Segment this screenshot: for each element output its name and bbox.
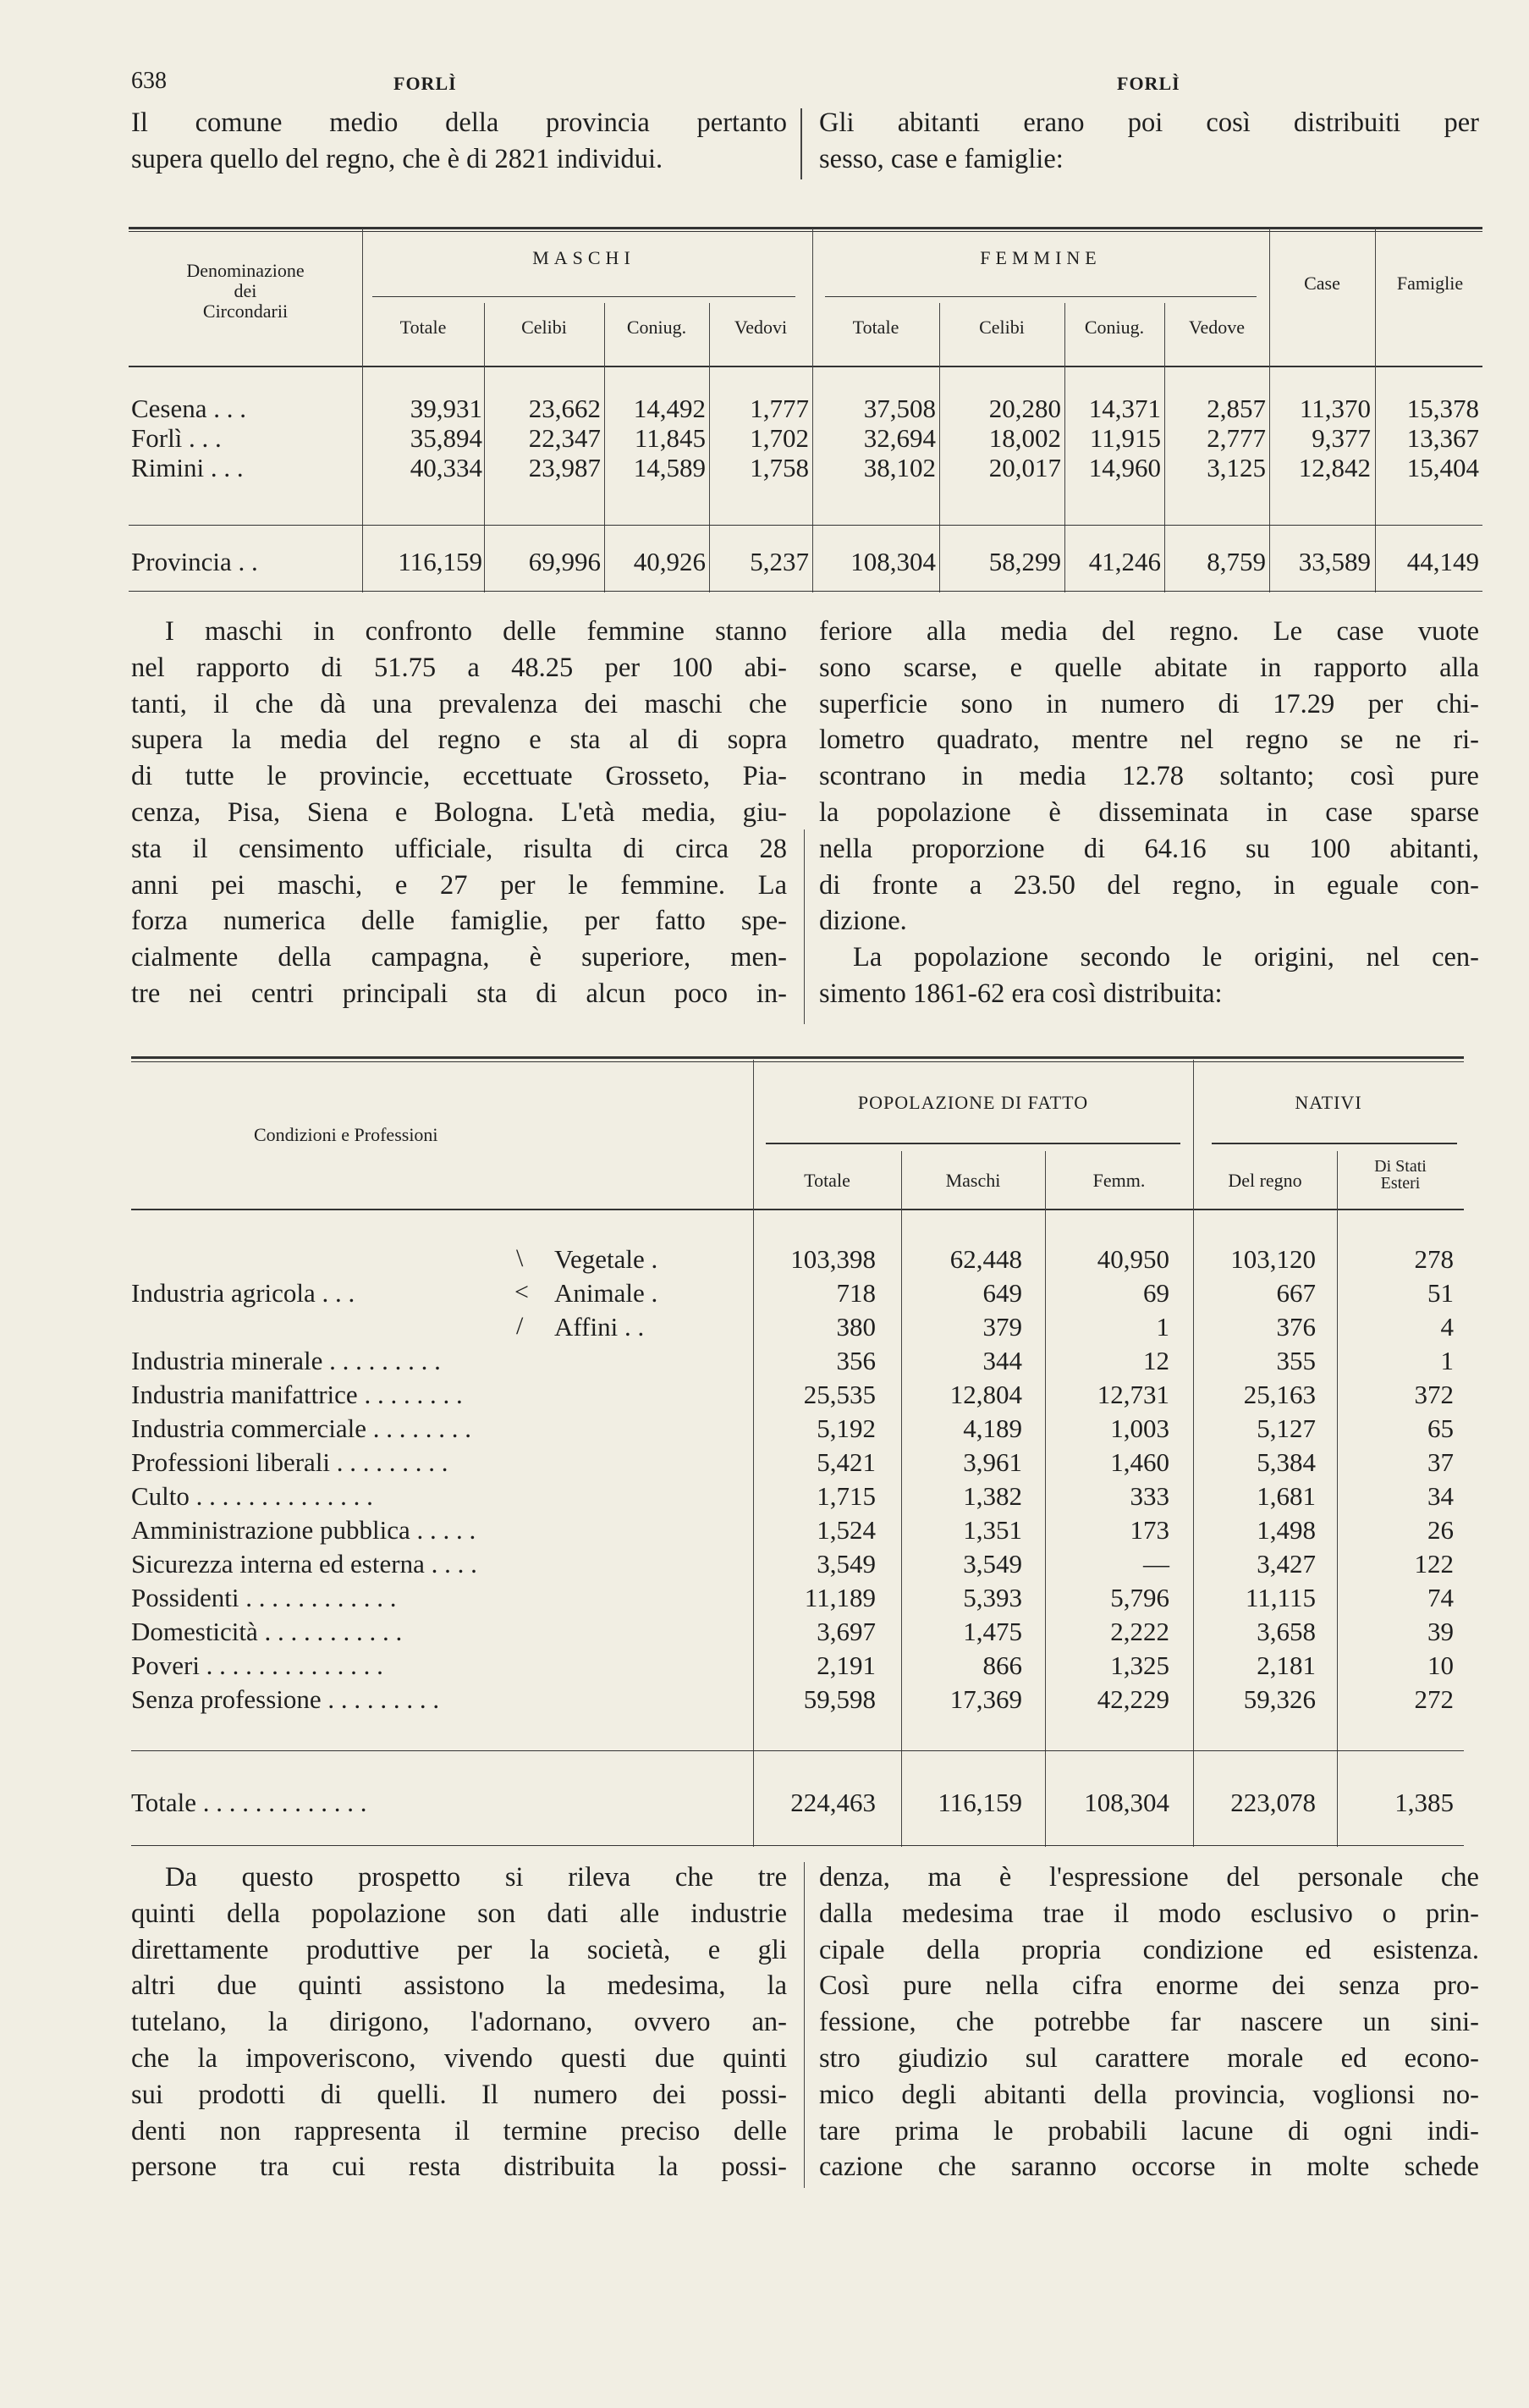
text-line: cipale della propria condizione ed esistenza. [819,1934,1479,1965]
subheader: Del regno [1228,1170,1302,1191]
text-line: tre nei centri principali sta di alcun poco in- [131,978,787,1009]
total-row-label: Provincia . . [131,547,258,576]
subheader: Celibi [979,317,1025,338]
table-cell: 4 [1440,1312,1454,1342]
table-cell: 649 [982,1278,1022,1308]
column-header-famiglie: Famiglie [1396,273,1464,294]
row-label: Professioni liberali . . . . . . . . . [131,1447,448,1477]
text-line: nella proporzione di 64.16 su 100 abitanti, [819,833,1479,864]
table-cell: 5,796 [1110,1583,1169,1612]
table-cell: 14,371 [1088,394,1161,423]
table-cell: 12,731 [1097,1380,1169,1409]
row-label: Industria manifattrice . . . . . . . . [131,1380,463,1409]
table-cell: 39 [1427,1617,1454,1646]
column-rule [901,1151,902,1847]
row-label-industria-agricola: Industria agricola . . . [131,1278,355,1308]
table-cell: 3,427 [1257,1549,1316,1579]
table-cell: 65 [1427,1413,1454,1443]
body-left-column [131,614,787,1012]
table-cell: 25,163 [1243,1380,1316,1409]
table-rule [131,1750,1464,1751]
table-cell: 12,804 [949,1380,1022,1409]
table-cell: 380 [836,1312,876,1342]
group-header-femmine: FEMMINE [980,247,1102,268]
total-cell: 69,996 [528,547,601,576]
table-cell: 1,460 [1110,1447,1169,1477]
text-line: simento 1861-62 era così distribuita: [819,978,1223,1009]
column-rule [1375,229,1376,592]
table-cell: 37,508 [863,394,936,423]
table-cell: 14,960 [1088,453,1161,482]
table-cell: 26 [1427,1515,1454,1545]
body-right-column [819,614,1479,1012]
table-cell: 5,393 [963,1583,1022,1612]
brace-mid: < [514,1278,529,1306]
table-cell: 23,987 [528,453,601,482]
table-cell: 173 [1130,1515,1169,1545]
table-cell: 1 [1156,1312,1169,1342]
table-cell: 40,334 [410,453,482,482]
table-cell: 39,931 [410,394,482,423]
row-label: Domesticità . . . . . . . . . . . [131,1617,403,1646]
column-rule [939,303,940,592]
table-cell: 14,589 [633,453,706,482]
intro-right-column [819,105,1479,178]
brace-bottom: / [516,1312,524,1340]
column-rule [1193,1060,1194,1847]
text-line: Gli abitanti erano poi così distribuiti per [819,107,1479,138]
row-label: Rimini . . . [131,453,244,482]
table-cell: 5,384 [1257,1447,1316,1477]
table-cell: 355 [1276,1346,1316,1375]
brace-top: \ [516,1244,524,1272]
total-row-label: Totale . . . . . . . . . . . . . [131,1788,367,1817]
text-line: tanti, il che dà una prevalenza dei maschi che [131,688,787,719]
table-cell: 5,421 [817,1447,876,1477]
group-rule [766,1143,1180,1144]
table-cell: 2,181 [1257,1650,1316,1680]
subheader: Coniug. [626,317,687,338]
column-rule [1337,1151,1338,1847]
text-line: tutelano, la dirigono, l'adornano, ovvero an- [131,2007,787,2038]
running-title-right: FORLÌ [1117,73,1180,94]
intro-left-column [131,105,787,178]
text-line: forza numerica delle famiglie, per fatto spe- [131,906,787,937]
group-rule [825,296,1257,297]
group-rule [1212,1143,1457,1144]
text-line: I maschi in confronto delle femmine stanno [165,616,787,647]
text-line: stro giudizio sul carattere morale ed econo- [819,2042,1479,2074]
subheader-stati-esteri: Di Stati Esteri [1374,1157,1427,1193]
table-cell: 38,102 [863,453,936,482]
table-cell: 1,777 [750,394,809,423]
table-cell: 1,475 [963,1617,1022,1646]
text-line: cenza, Pisa, Siena e Bologna. L'età media, giu- [131,796,787,828]
table-cell: 59,326 [1243,1684,1316,1714]
table-cell: 40,950 [1097,1244,1169,1274]
text-line: sono scarse, e quelle abitate in rapporto alla [819,652,1479,683]
row-label: Possidenti . . . . . . . . . . . . [131,1583,397,1612]
table-cell: 1 [1440,1346,1454,1375]
total-cell: 33,589 [1298,547,1371,576]
text-line: direttamente produttive per la società, e gli [131,1934,787,1965]
table-cell: 103,120 [1230,1244,1316,1274]
row-label: Poveri . . . . . . . . . . . . . . [131,1650,383,1680]
body-left-column-2 [131,1860,787,2185]
subheader: Maschi [945,1170,1001,1191]
column-rule [800,108,802,179]
table-cell: 372 [1414,1380,1454,1409]
column-rule [1045,1151,1046,1847]
subheader: Vedovi [734,317,788,338]
column-rule [804,829,805,1024]
text-line: denza, ma è l'espressione del personale che [819,1862,1479,1893]
row-label-affini: Affini . . [554,1312,645,1342]
table-cell: 103,398 [790,1244,876,1274]
table-cell: 2,222 [1110,1617,1169,1646]
table-cell: 5,192 [817,1413,876,1443]
column-rule [753,1060,754,1847]
text-line: La popolazione secondo le origini, nel cen- [853,942,1479,973]
subheader: Celibi [521,317,567,338]
table-cell: — [1143,1549,1169,1579]
column-rule [1064,303,1065,592]
row-label: Industria commerciale . . . . . . . . [131,1413,472,1443]
table-cell: 35,894 [410,423,482,453]
text-line: cazione che saranno occorse in molte schede [819,2152,1479,2183]
table-cell: 3,658 [1257,1617,1316,1646]
table-cell: 59,598 [803,1684,876,1714]
table-cell: 2,857 [1207,394,1266,423]
table-cell: 25,535 [803,1380,876,1409]
table-rule [129,591,1482,592]
total-cell: 116,159 [938,1788,1022,1817]
table-cell: 32,694 [863,423,936,453]
table-cell: 18,002 [988,423,1061,453]
row-label: Culto . . . . . . . . . . . . . . [131,1481,373,1511]
total-cell: 108,304 [850,547,936,576]
table-cell: 2,777 [1207,423,1266,453]
subheader: Totale [852,317,899,338]
subheader: Vedove [1189,317,1245,338]
row-label: Cesena . . . [131,394,247,423]
row-label: Sicurezza interna ed esterna . . . . [131,1549,477,1579]
table-rule [131,1845,1464,1846]
column-header-case: Case [1304,273,1340,294]
text-line: Così pure nella cifra enorme dei senza pro- [819,1970,1479,2002]
table-cell: 3,961 [963,1447,1022,1477]
table-cell: 866 [982,1650,1022,1680]
text-line: persone tra cui resta distribuita la possi- [131,2152,787,2183]
table-cell: 22,347 [528,423,601,453]
page-number: 638 [131,68,167,94]
table-cell: 3,549 [817,1549,876,1579]
text-line: sui prodotti di quelli. Il numero dei possi- [131,2079,787,2110]
table-cell: 13,367 [1406,423,1479,453]
table-cell: 34 [1427,1481,1454,1511]
text-line: la popolazione è disseminata in case sparse [819,796,1479,828]
text-line: cialmente della campagna, è superiore, men- [131,942,787,973]
table-cell: 42,229 [1097,1684,1169,1714]
table-cell: 11,845 [634,423,706,453]
total-cell: 1,385 [1394,1788,1454,1817]
column-header-condizioni: Condizioni e Professioni [254,1124,438,1145]
text-line: Il comune medio della provincia pertanto [131,107,787,138]
total-cell: 40,926 [633,547,706,576]
row-label: Forlì . . . [131,423,222,453]
text-line: altri due quinti assistono la medesima, la [131,1970,787,2002]
total-cell: 5,237 [750,547,809,576]
table-rule [129,231,1482,232]
total-cell: 108,304 [1084,1788,1169,1817]
total-cell: 223,078 [1230,1788,1316,1817]
group-rule [372,296,795,297]
text-line: di tutte le provincie, eccettuate Grosseto, Pia- [131,761,787,792]
column-rule [709,303,710,592]
table-cell: 74 [1427,1583,1454,1612]
text-line: di fronte a 23.50 del regno, in eguale con- [819,869,1479,901]
table-cell: 12,842 [1298,453,1371,482]
table-cell: 379 [982,1312,1022,1342]
table-cell: 15,404 [1406,453,1479,482]
table-cell: 1,524 [817,1515,876,1545]
total-cell: 8,759 [1207,547,1266,576]
table-cell: 15,378 [1406,394,1479,423]
text-line: dizione. [819,906,907,937]
text-line: feriore alla media del regno. Le case vuote [819,616,1479,647]
table-cell: 17,369 [949,1684,1022,1714]
column-rule [812,229,813,592]
table-cell: 376 [1276,1312,1316,1342]
subheader: Totale [804,1170,850,1191]
text-line: mico degli abitanti della provincia, voglionsi no- [819,2079,1479,2110]
table-cell: 9,377 [1312,423,1371,453]
group-header-popolazione: POPOLAZIONE DI FATTO [857,1092,1089,1113]
text-line: quinti della popolazione son dati alle industrie [131,1898,787,1929]
table-cell: 1,758 [750,453,809,482]
table-rule [129,366,1482,367]
row-label-vegetale: Vegetale . [554,1244,658,1274]
subheader: Femm. [1092,1170,1146,1191]
total-cell: 44,149 [1406,547,1479,576]
table-cell: 11,189 [804,1583,876,1612]
table-cell: 333 [1130,1481,1169,1511]
table-cell: 1,382 [963,1481,1022,1511]
text-line: denti non rappresenta il termine preciso delle [131,2115,787,2146]
table-rule [129,227,1482,229]
total-cell: 116,159 [398,547,482,576]
table-cell: 3,125 [1207,453,1266,482]
column-rule [604,303,605,592]
table-rule [131,1209,1464,1210]
text-line: tare prima le probabili lacune di ogni indi- [819,2115,1479,2146]
row-label-animale: Animale . [554,1278,658,1308]
table-cell: 12 [1143,1346,1169,1375]
table-cell: 1,702 [750,423,809,453]
table-cell: 1,351 [963,1515,1022,1545]
text-line: anni pei maschi, e 27 per le femmine. La [131,869,787,901]
group-header-nativi: NATIVI [1295,1092,1362,1113]
table-rule [131,1061,1464,1062]
text-line: superficie sono in numero di 17.29 per chi- [819,688,1479,719]
text-line: Da questo prospetto si rileva che tre [165,1862,787,1893]
table-rule [131,1056,1464,1059]
column-rule [1164,303,1165,592]
column-header-denominazione: Denominazione dei Circondarii [186,260,305,322]
table-cell: 667 [1276,1278,1316,1308]
table-cell: 69 [1143,1278,1169,1308]
running-title-left: FORLÌ [393,73,457,94]
text-line: supera quello del regno, che è di 2821 individui. [131,143,663,174]
table-cell: 356 [836,1346,876,1375]
total-cell: 224,463 [790,1788,876,1817]
table-cell: 272 [1414,1684,1454,1714]
table-cell: 344 [982,1346,1022,1375]
body-right-column-2 [819,1860,1479,2185]
table-cell: 2,191 [817,1650,876,1680]
table-cell: 3,549 [963,1549,1022,1579]
table-cell: 37 [1427,1447,1454,1477]
table-cell: 10 [1427,1650,1454,1680]
table-cell: 51 [1427,1278,1454,1308]
table-cell: 278 [1414,1244,1454,1274]
table-cell: 4,189 [963,1413,1022,1443]
table-cell: 11,370 [1299,394,1371,423]
table-cell: 1,681 [1257,1481,1316,1511]
column-rule [484,303,485,592]
table-cell: 5,127 [1257,1413,1316,1443]
text-line: dalla medesima trae il modo esclusivo o prin- [819,1898,1479,1929]
table-cell: 23,662 [528,394,601,423]
subheader: Coniug. [1084,317,1145,338]
total-cell: 58,299 [988,547,1061,576]
row-label: Amministrazione pubblica . . . . . [131,1515,476,1545]
table-cell: 14,492 [633,394,706,423]
text-line: lometro quadrato, mentre nel regno se ne ri- [819,725,1479,756]
table-cell: 20,017 [988,453,1061,482]
group-header-maschi: MASCHI [532,247,635,268]
table-cell: 62,448 [949,1244,1022,1274]
table-cell: 11,115 [1246,1583,1316,1612]
table-cell: 3,697 [817,1617,876,1646]
table-cell: 20,280 [988,394,1061,423]
text-line: che la impoveriscono, vivendo questi due quinti [131,2042,787,2074]
table-cell: 122 [1414,1549,1454,1579]
table-cell: 718 [836,1278,876,1308]
table-cell: 1,325 [1110,1650,1169,1680]
column-rule [804,1862,805,2188]
text-line: nel rapporto di 51.75 a 48.25 per 100 abi- [131,652,787,683]
table-cell: 1,498 [1257,1515,1316,1545]
text-line: sesso, case e famiglie: [819,143,1064,174]
text-line: sta il censimento ufficiale, risulta di circa 28 [131,833,787,864]
table-cell: 1,003 [1110,1413,1169,1443]
text-line: supera la media del regno e sta al di sopra [131,725,787,756]
text-line: fessione, che potrebbe far nascere un sini- [819,2007,1479,2038]
table-cell: 11,915 [1089,423,1161,453]
column-rule [1269,229,1270,592]
table-rule [129,525,1482,526]
row-label: Senza professione . . . . . . . . . [131,1684,440,1714]
column-rule [362,229,363,592]
row-label: Industria minerale . . . . . . . . . [131,1346,441,1375]
total-cell: 41,246 [1088,547,1161,576]
subheader: Totale [399,317,447,338]
text-line: scontrano in media 12.78 soltanto; così pure [819,761,1479,792]
table-cell: 1,715 [817,1481,876,1511]
